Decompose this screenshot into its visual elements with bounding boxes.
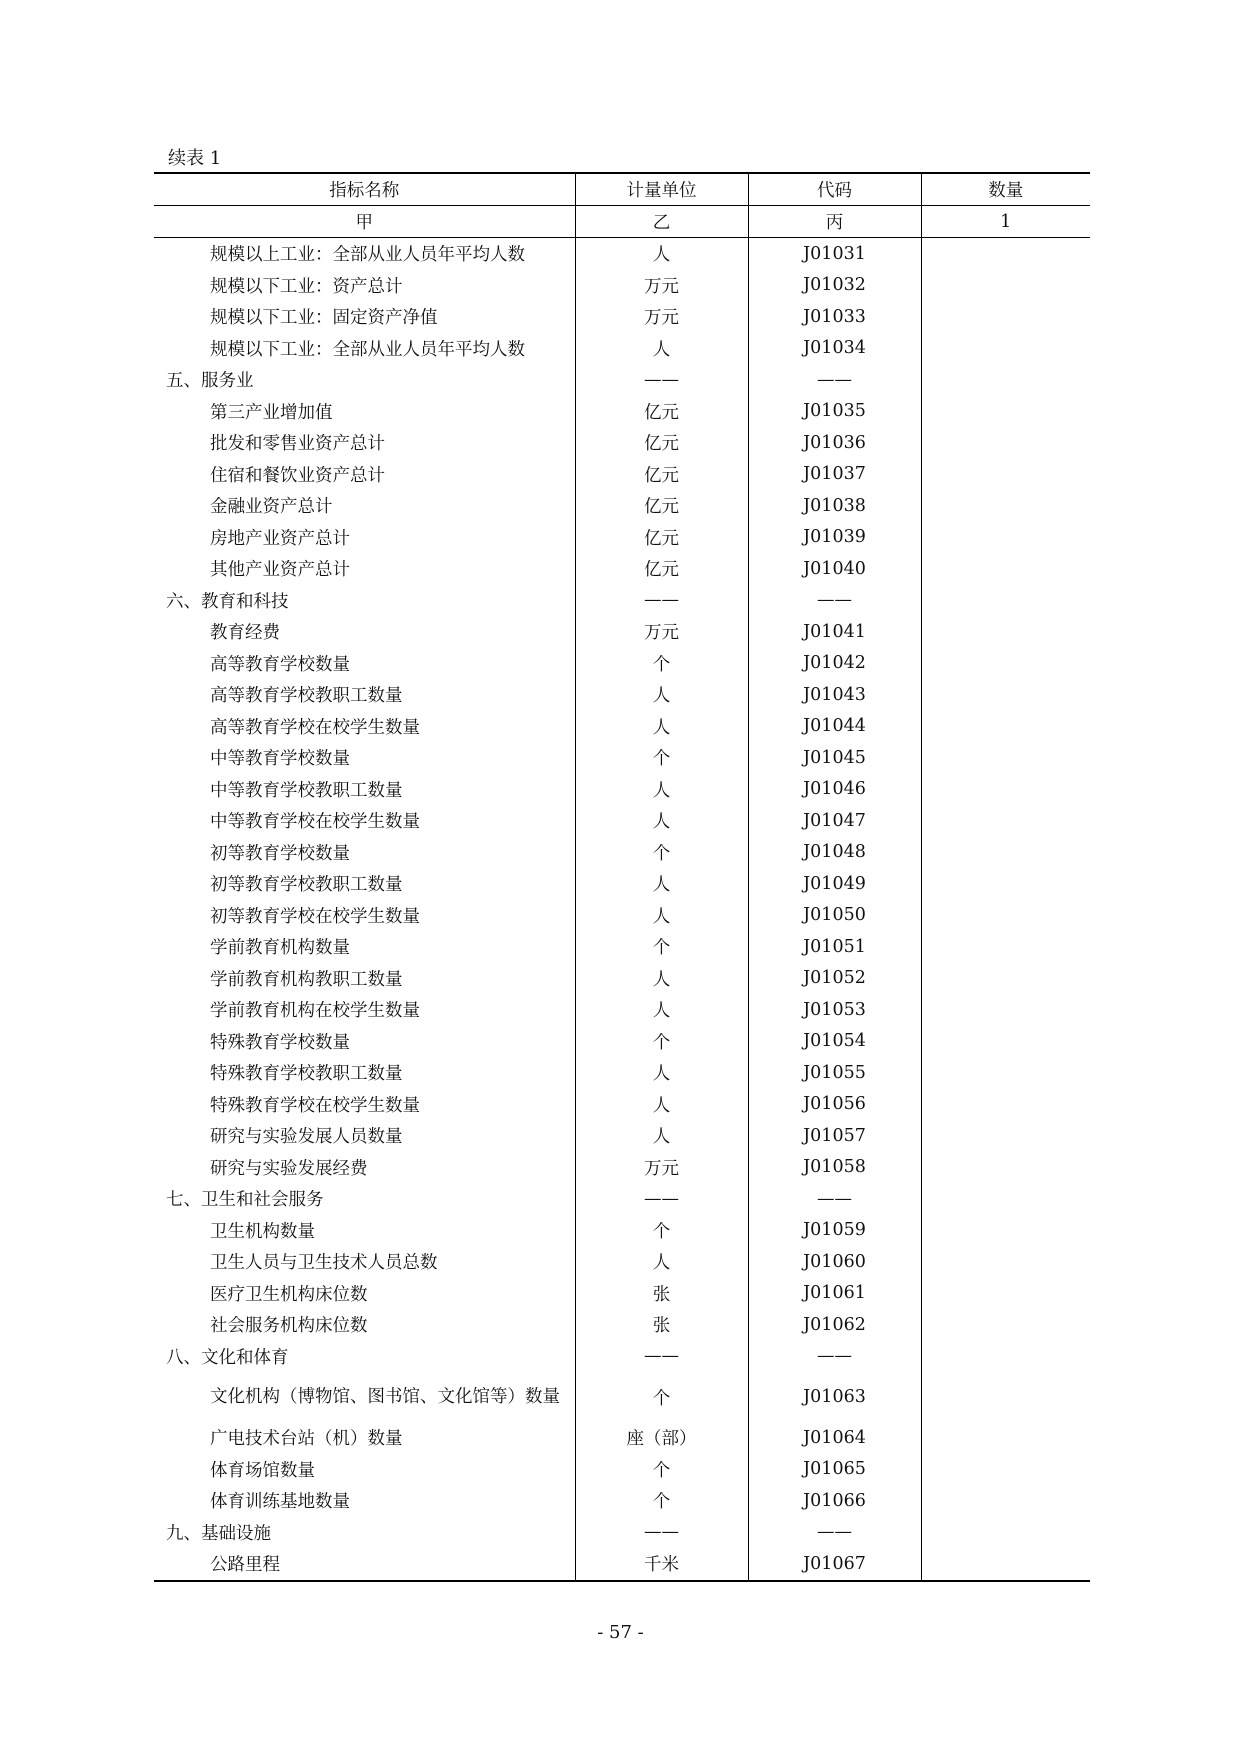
subheader-unit: 乙 xyxy=(575,206,748,238)
unit-cell: —— xyxy=(575,1341,748,1373)
subheader-code: 丙 xyxy=(748,206,921,238)
table-row xyxy=(154,1152,1090,1184)
code-cell: J01064 xyxy=(748,1422,921,1454)
table-row xyxy=(154,270,1090,302)
unit-cell: 人 xyxy=(575,774,748,806)
code-cell: J01034 xyxy=(748,333,921,365)
header-qty: 数量 xyxy=(921,173,1090,206)
code-cell: J01050 xyxy=(748,900,921,932)
quantity-cell xyxy=(921,364,1090,396)
table-row xyxy=(154,1246,1090,1278)
indicator-name: 特殊教育学校数量 xyxy=(210,1032,350,1053)
code-cell: J01061 xyxy=(748,1278,921,1310)
table-row xyxy=(154,1057,1090,1089)
quantity-cell xyxy=(921,868,1090,900)
indicator-name: 教育经费 xyxy=(210,623,280,644)
quantity-cell xyxy=(921,774,1090,806)
code-cell: —— xyxy=(748,585,921,617)
unit-cell: 个 xyxy=(575,931,748,963)
unit-cell: 人 xyxy=(575,805,748,837)
quantity-cell xyxy=(921,1485,1090,1517)
code-cell: J01045 xyxy=(748,742,921,774)
header-code: 代码 xyxy=(748,173,921,206)
unit-cell: 亿元 xyxy=(575,490,748,522)
indicator-name: 公路里程 xyxy=(154,1548,575,1581)
quantity-cell xyxy=(921,1057,1090,1089)
unit-cell: 人 xyxy=(575,711,748,743)
table-row xyxy=(154,333,1090,365)
indicator-name: 第三产业增加值 xyxy=(210,402,333,423)
quantity-cell xyxy=(921,585,1090,617)
unit-cell: 亿元 xyxy=(575,522,748,554)
indicator-name: 房地产业资产总计 xyxy=(210,528,350,549)
code-cell: J01053 xyxy=(748,994,921,1026)
table-row xyxy=(154,1089,1090,1121)
table-row xyxy=(154,868,1090,900)
indicator-name: 其他产业资产总计 xyxy=(210,560,350,581)
unit-cell: —— xyxy=(575,364,748,396)
table-row xyxy=(154,774,1090,806)
unit-cell: 个 xyxy=(575,1215,748,1247)
indicator-name: 学前教育机构教职工数量 xyxy=(210,969,403,990)
code-cell: —— xyxy=(748,364,921,396)
code-cell: J01043 xyxy=(748,679,921,711)
table-row xyxy=(154,1517,1090,1549)
unit-cell: 亿元 xyxy=(575,553,748,585)
unit-cell: 万元 xyxy=(575,301,748,333)
quantity-cell xyxy=(921,490,1090,522)
table-row xyxy=(154,742,1090,774)
code-cell: J01033 xyxy=(748,301,921,333)
indicator-name: 社会服务机构床位数 xyxy=(210,1316,368,1337)
quantity-cell xyxy=(921,648,1090,680)
section-title: 五、服务业 xyxy=(166,371,254,392)
quantity-cell xyxy=(921,1120,1090,1152)
table-row xyxy=(154,459,1090,491)
table-row xyxy=(154,364,1090,396)
indicator-name: 住宿和餐饮业资产总计 xyxy=(210,465,385,486)
quantity-cell xyxy=(921,616,1090,648)
code-cell: J01059 xyxy=(748,1215,921,1247)
indicator-name xyxy=(154,1372,575,1422)
indicator-name: 卫生人员与卫生技术人员总数 xyxy=(210,1253,438,1274)
code-cell: J01060 xyxy=(748,1246,921,1278)
quantity-cell xyxy=(921,553,1090,585)
indicator-name: 中等教育学校数量 xyxy=(210,749,350,770)
table-row xyxy=(154,1372,1090,1422)
unit-cell: 人 xyxy=(575,238,748,270)
code-cell: J01042 xyxy=(748,648,921,680)
unit-cell: 个 xyxy=(575,648,748,680)
table-row xyxy=(154,1278,1090,1310)
code-cell: J01049 xyxy=(748,868,921,900)
table-row xyxy=(154,616,1090,648)
unit-cell: 千米 xyxy=(575,1548,748,1581)
indicator-name: 中等教育学校教职工数量 xyxy=(210,780,403,801)
table-row xyxy=(154,805,1090,837)
code-cell: J01065 xyxy=(748,1454,921,1486)
quantity-cell xyxy=(921,994,1090,1026)
indicator-name: 规模以上工业：全部从业人员年平均人数 xyxy=(210,245,525,266)
quantity-cell xyxy=(921,805,1090,837)
table-row xyxy=(154,1454,1090,1486)
header-unit: 计量单位 xyxy=(575,173,748,206)
indicator-name: 学前教育机构数量 xyxy=(210,938,350,959)
table-row xyxy=(154,1183,1090,1215)
quantity-cell xyxy=(921,931,1090,963)
code-cell: J01048 xyxy=(748,837,921,869)
unit-cell: 人 xyxy=(575,994,748,1026)
code-cell: —— xyxy=(748,1517,921,1549)
table-row xyxy=(154,711,1090,743)
code-cell: J01037 xyxy=(748,459,921,491)
indicator-name: 规模以下工业：全部从业人员年平均人数 xyxy=(210,339,525,360)
table-row xyxy=(154,490,1090,522)
table-row xyxy=(154,994,1090,1026)
indicator-name: 研究与实验发展经费 xyxy=(210,1158,368,1179)
table-row xyxy=(154,931,1090,963)
indicator-name: 初等教育学校数量 xyxy=(210,843,350,864)
section-title: 七、卫生和社会服务 xyxy=(166,1190,324,1211)
quantity-cell xyxy=(921,1372,1090,1422)
code-cell: J01035 xyxy=(748,396,921,428)
unit-cell: 张 xyxy=(575,1278,748,1310)
code-cell: J01041 xyxy=(748,616,921,648)
table-row xyxy=(154,1120,1090,1152)
unit-cell: 个 xyxy=(575,1372,748,1422)
quantity-cell xyxy=(921,1152,1090,1184)
code-cell: —— xyxy=(748,1341,921,1373)
table-row xyxy=(154,427,1090,459)
quantity-cell xyxy=(921,1341,1090,1373)
indicator-name: 高等教育学校数量 xyxy=(210,654,350,675)
table-row xyxy=(154,238,1090,270)
unit-cell: 万元 xyxy=(575,616,748,648)
quantity-cell xyxy=(921,742,1090,774)
unit-cell: 人 xyxy=(575,1120,748,1152)
unit-cell: 人 xyxy=(575,333,748,365)
indicator-name: 金融业资产总计 xyxy=(210,497,333,518)
indicator-name: 初等教育学校在校学生数量 xyxy=(210,906,420,927)
unit-cell: —— xyxy=(575,1517,748,1549)
unit-cell: 人 xyxy=(575,1057,748,1089)
code-cell: J01062 xyxy=(748,1309,921,1341)
subheader-name: 甲 xyxy=(154,206,575,238)
indicator-name: 批发和零售业资产总计 xyxy=(210,434,385,455)
code-cell: J01044 xyxy=(748,711,921,743)
quantity-cell xyxy=(921,1422,1090,1454)
table-row xyxy=(154,963,1090,995)
subheader-qty: 1 xyxy=(921,206,1090,238)
quantity-cell xyxy=(921,1517,1090,1549)
unit-cell: 个 xyxy=(575,837,748,869)
table-row xyxy=(154,1422,1090,1454)
code-cell: J01047 xyxy=(748,805,921,837)
indicator-name: 中等教育学校在校学生数量 xyxy=(210,812,420,833)
quantity-cell xyxy=(921,396,1090,428)
section-title: 六、教育和科技 xyxy=(166,591,289,612)
table-row xyxy=(154,900,1090,932)
table-row xyxy=(154,396,1090,428)
code-cell: J01054 xyxy=(748,1026,921,1058)
quantity-cell xyxy=(921,1183,1090,1215)
unit-cell: 张 xyxy=(575,1309,748,1341)
unit-cell: 亿元 xyxy=(575,459,748,491)
indicator-name: 初等教育学校教职工数量 xyxy=(210,875,403,896)
unit-cell: 个 xyxy=(575,742,748,774)
quantity-cell xyxy=(921,1215,1090,1247)
code-cell: J01057 xyxy=(748,1120,921,1152)
quantity-cell xyxy=(921,1278,1090,1310)
unit-cell: 亿元 xyxy=(575,396,748,428)
table-row xyxy=(154,1309,1090,1341)
unit-cell: —— xyxy=(575,1183,748,1215)
unit-cell: 人 xyxy=(575,900,748,932)
table-body xyxy=(154,238,1090,1581)
unit-cell: 人 xyxy=(575,963,748,995)
quantity-cell xyxy=(921,1454,1090,1486)
quantity-cell xyxy=(921,711,1090,743)
quantity-cell xyxy=(921,963,1090,995)
code-cell: J01067 xyxy=(748,1548,921,1581)
table-row xyxy=(154,301,1090,333)
header-name: 指标名称 xyxy=(154,173,575,206)
code-cell: J01036 xyxy=(748,427,921,459)
table-row xyxy=(154,837,1090,869)
section-title: 八、文化和体育 xyxy=(166,1347,289,1368)
code-cell: J01055 xyxy=(748,1057,921,1089)
indicator-name: 医疗卫生机构床位数 xyxy=(210,1284,368,1305)
table-row xyxy=(154,679,1090,711)
table-row xyxy=(154,1548,1090,1581)
code-cell: J01031 xyxy=(748,238,921,270)
quantity-cell xyxy=(921,522,1090,554)
code-cell: J01039 xyxy=(748,522,921,554)
unit-cell: 万元 xyxy=(575,1152,748,1184)
table-row xyxy=(154,1026,1090,1058)
code-cell: —— xyxy=(748,1183,921,1215)
table-row xyxy=(154,1485,1090,1517)
quantity-cell xyxy=(921,1246,1090,1278)
code-cell: J01040 xyxy=(748,553,921,585)
table-row xyxy=(154,553,1090,585)
unit-cell: 人 xyxy=(575,1246,748,1278)
code-cell: J01056 xyxy=(748,1089,921,1121)
table-caption: 续表 1 xyxy=(168,148,222,169)
code-cell: J01032 xyxy=(748,270,921,302)
code-cell: J01051 xyxy=(748,931,921,963)
quantity-cell xyxy=(921,1026,1090,1058)
unit-cell: 人 xyxy=(575,1089,748,1121)
indicator-name: 广电技术台站（机）数量 xyxy=(210,1429,403,1450)
indicator-name: 卫生机构数量 xyxy=(210,1221,315,1242)
code-cell: J01063 xyxy=(748,1372,921,1422)
indicator-name: 学前教育机构在校学生数量 xyxy=(210,1001,420,1022)
quantity-cell xyxy=(921,837,1090,869)
quantity-cell xyxy=(921,1309,1090,1341)
unit-cell: —— xyxy=(575,585,748,617)
section-title: 九、基础设施 xyxy=(166,1523,271,1544)
table-row xyxy=(154,648,1090,680)
unit-cell: 个 xyxy=(575,1454,748,1486)
indicator-name: 体育场馆数量 xyxy=(210,1460,315,1481)
quantity-cell xyxy=(921,427,1090,459)
code-cell: J01052 xyxy=(748,963,921,995)
indicator-table xyxy=(154,172,1090,1582)
unit-cell: 个 xyxy=(575,1026,748,1058)
table-row xyxy=(154,522,1090,554)
code-cell: J01038 xyxy=(748,490,921,522)
indicator-name: 研究与实验发展人员数量 xyxy=(210,1127,403,1148)
indicator-name: 特殊教育学校在校学生数量 xyxy=(210,1095,420,1116)
unit-cell: 人 xyxy=(575,679,748,711)
page-number: - 57 - xyxy=(597,1622,644,1643)
quantity-cell xyxy=(921,900,1090,932)
quantity-cell xyxy=(921,459,1090,491)
indicator-name: 规模以下工业：资产总计 xyxy=(210,276,403,297)
quantity-cell xyxy=(921,679,1090,711)
quantity-cell xyxy=(921,333,1090,365)
table-row xyxy=(154,1215,1090,1247)
table-row xyxy=(154,1341,1090,1373)
unit-cell: 亿元 xyxy=(575,427,748,459)
unit-cell: 个 xyxy=(575,1485,748,1517)
code-cell: J01046 xyxy=(748,774,921,806)
indicator-name: 特殊教育学校教职工数量 xyxy=(210,1064,403,1085)
quantity-cell xyxy=(921,1089,1090,1121)
code-cell: J01066 xyxy=(748,1485,921,1517)
table-subheader-row xyxy=(154,206,1090,238)
unit-cell: 人 xyxy=(575,868,748,900)
unit-cell: 座（部） xyxy=(575,1422,748,1454)
indicator-name: 体育训练基地数量 xyxy=(210,1492,350,1513)
indicator-name: 高等教育学校在校学生数量 xyxy=(210,717,420,738)
table-header-row xyxy=(154,173,1090,206)
quantity-cell xyxy=(921,1548,1090,1581)
table-row xyxy=(154,585,1090,617)
code-cell: J01058 xyxy=(748,1152,921,1184)
quantity-cell xyxy=(921,301,1090,333)
indicator-name: 高等教育学校教职工数量 xyxy=(210,686,403,707)
indicator-name: 规模以下工业：固定资产净值 xyxy=(210,308,438,329)
indicator-name-text: 文化机构（博物馆、图书馆、文化馆等）数量 xyxy=(210,1386,560,1407)
quantity-cell xyxy=(921,238,1090,270)
quantity-cell xyxy=(921,270,1090,302)
unit-cell: 万元 xyxy=(575,270,748,302)
